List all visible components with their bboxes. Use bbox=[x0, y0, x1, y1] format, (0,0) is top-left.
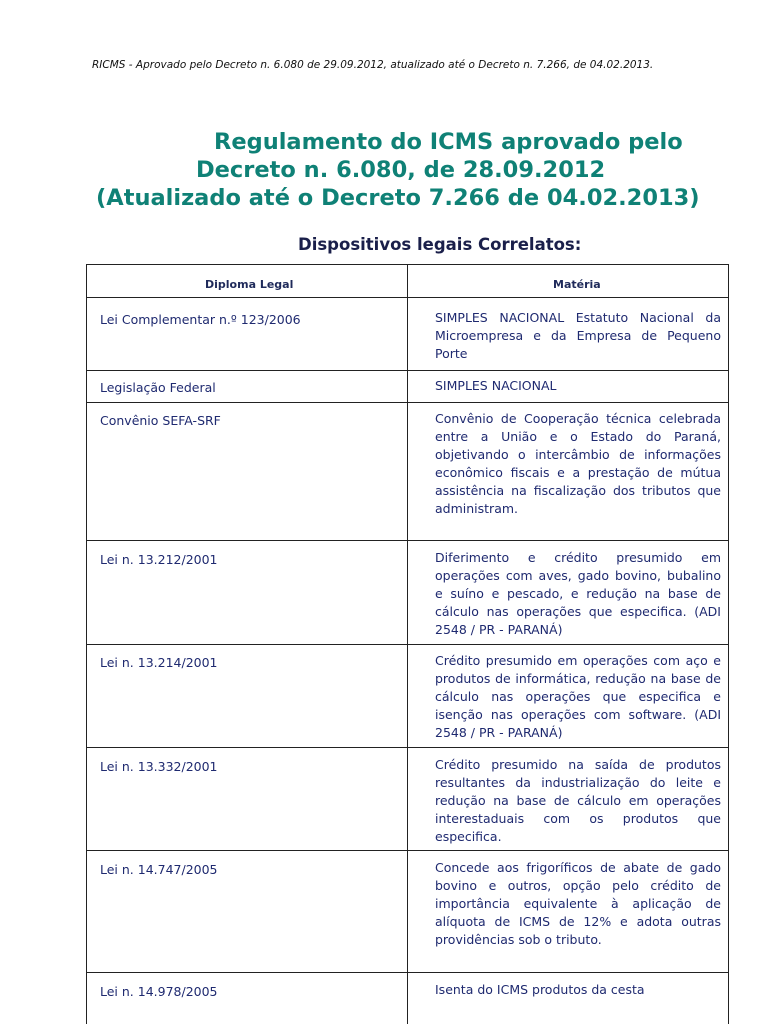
section-subtitle: Dispositivos legais Correlatos: bbox=[298, 235, 582, 254]
cell-diploma: Convênio SEFA-SRF bbox=[100, 413, 221, 428]
header-diploma-legal: Diploma Legal bbox=[205, 278, 294, 291]
row-divider bbox=[87, 540, 728, 541]
cell-diploma: Lei n. 14.747/2005 bbox=[100, 862, 218, 877]
cell-materia: Isenta do ICMS produtos da cesta bbox=[435, 982, 645, 997]
cell-materia: Diferimento e crédito presumido em operações com aves, gado bovino, bubalino e suíno e pescado, e redução na base de cálculo nas operações que especifica. (ADI 2548 / PR - PARANÁ) bbox=[435, 550, 721, 637]
row-divider bbox=[87, 850, 728, 851]
cell-materia: SIMPLES NACIONAL bbox=[435, 378, 557, 393]
legal-devices-table bbox=[86, 264, 729, 1024]
row-divider bbox=[87, 747, 728, 748]
cell-materia: Concede aos frigoríficos de abate de gado bovino e outros, opção pelo crédito de importância equivalente à aplicação de alíquota de ICMS de 12% e adota outras providências sob o tributo. bbox=[435, 860, 721, 947]
title-line-2: Decreto n. 6.080, de 28.09.2012 bbox=[196, 157, 606, 183]
header-divider bbox=[87, 297, 728, 298]
title-line-1: Regulamento do ICMS aprovado pelo bbox=[214, 129, 683, 155]
cell-materia: SIMPLES NACIONAL Estatuto Nacional da Microempresa e da Empresa de Pequeno Porte bbox=[435, 310, 721, 361]
row-divider bbox=[87, 370, 728, 371]
cell-diploma: Lei n. 14.978/2005 bbox=[100, 984, 218, 999]
cell-diploma: Legislação Federal bbox=[100, 380, 216, 395]
header-note: RICMS - Aprovado pelo Decreto n. 6.080 de 29.09.2012, atualizado até o Decreto n. 7.266, de 04.02.2013. bbox=[92, 59, 654, 71]
header-materia: Matéria bbox=[553, 278, 601, 291]
cell-materia: Convênio de Cooperação técnica celebrada entre a União e o Estado do Paraná, objetivando o intercâmbio de informações econômico fiscais e a prestação de mútua assistência na fiscalização dos tributos que administram. bbox=[435, 411, 721, 516]
row-divider bbox=[87, 644, 728, 645]
title-line-3: (Atualizado até o Decreto 7.266 de 04.02.2013) bbox=[96, 185, 700, 211]
cell-materia: Crédito presumido em operações com aço e produtos de informática, redução na base de cálculo nas operações que especifica e isenção nas operações com software. (ADI 2548 / PR - PARANÁ) bbox=[435, 653, 721, 740]
row-divider bbox=[87, 972, 728, 973]
cell-diploma: Lei n. 13.214/2001 bbox=[100, 655, 218, 670]
cell-materia: Crédito presumido na saída de produtos resultantes da industrialização do leite e redução na base de cálculo em operações interestaduais com os produtos que especifica. bbox=[435, 757, 721, 844]
cell-diploma: Lei n. 13.212/2001 bbox=[100, 552, 218, 567]
cell-diploma: Lei Complementar n.º 123/2006 bbox=[100, 312, 301, 327]
row-divider bbox=[87, 402, 728, 403]
cell-diploma: Lei n. 13.332/2001 bbox=[100, 759, 218, 774]
